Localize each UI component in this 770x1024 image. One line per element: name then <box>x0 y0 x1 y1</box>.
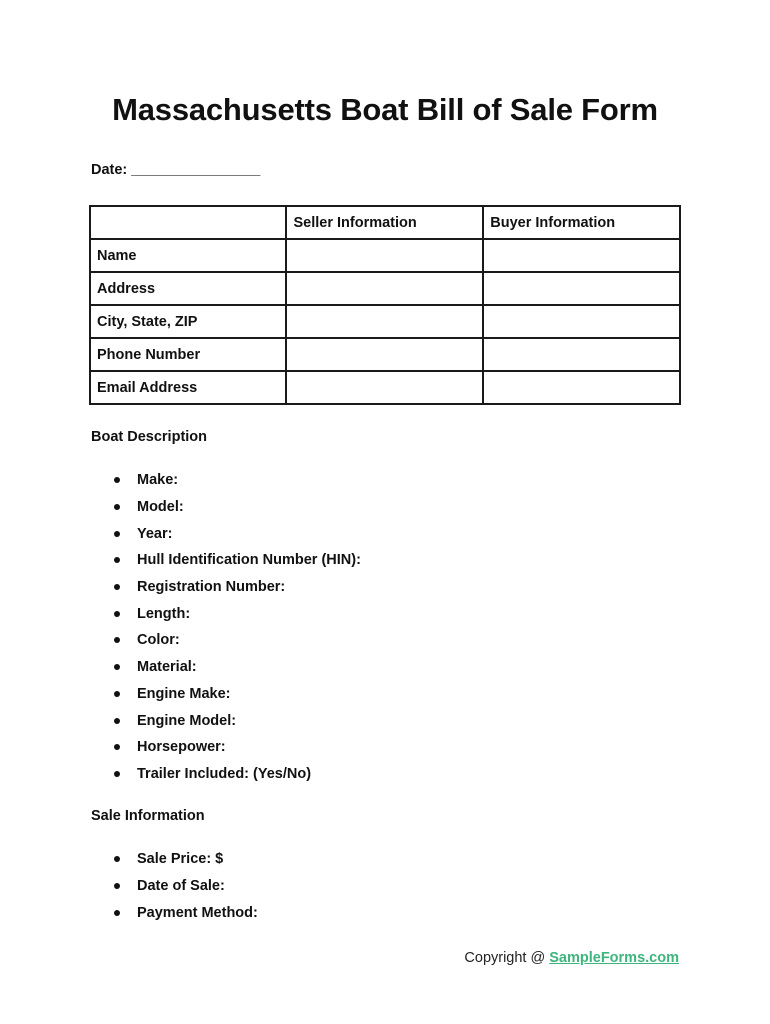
list-item <box>112 707 361 734</box>
bullet-icon <box>114 744 120 750</box>
list-item <box>112 681 361 708</box>
list-item-label: Registration Number: <box>137 579 286 596</box>
seller-phone-cell <box>286 338 483 371</box>
bullet-icon <box>114 557 120 563</box>
bullet-icon <box>114 504 120 510</box>
table-row <box>90 239 680 272</box>
boat-description-list <box>112 467 361 787</box>
list-item-label: Sale Price: $ <box>137 851 224 868</box>
table-row <box>90 272 680 305</box>
table-row <box>90 371 680 404</box>
table-row <box>90 305 680 338</box>
bullet-icon <box>114 691 120 697</box>
bullet-icon <box>114 611 120 617</box>
page-title: Massachusetts Boat Bill of Sale Form <box>112 92 658 127</box>
buyer-phone-cell <box>483 338 680 371</box>
list-item-label: Date of Sale: <box>137 878 225 895</box>
bullet-icon <box>114 883 120 889</box>
list-item-label: Model: <box>137 499 184 516</box>
bullet-icon <box>114 856 120 862</box>
list-item-label: Trailer Included: (Yes/No) <box>137 765 312 782</box>
seller-city-state-zip-cell <box>286 305 483 338</box>
bullet-icon <box>114 910 120 916</box>
buyer-address-cell <box>483 272 680 305</box>
list-item <box>112 520 361 547</box>
row-label-city-state-zip: City, State, ZIP <box>90 305 286 338</box>
seller-address-cell <box>286 272 483 305</box>
seller-email-cell <box>286 371 483 404</box>
buyer-information-header: Buyer Information <box>483 206 680 239</box>
sale-information-heading: Sale Information <box>91 808 205 824</box>
table-row <box>90 338 680 371</box>
row-label-address: Address <box>90 272 286 305</box>
list-item-label: Length: <box>137 605 191 622</box>
bullet-icon <box>114 584 120 590</box>
list-item <box>112 654 361 681</box>
bullet-icon <box>114 477 120 483</box>
list-item-label: Engine Make: <box>137 685 231 702</box>
list-item-label: Payment Method: <box>137 904 258 921</box>
list-item-label: Engine Model: <box>137 712 237 729</box>
row-label-phone-number: Phone Number <box>90 338 286 371</box>
bullet-icon <box>114 664 120 670</box>
row-label-email-address: Email Address <box>90 371 286 404</box>
list-item <box>112 761 361 788</box>
bullet-icon <box>114 637 120 643</box>
buyer-name-cell <box>483 239 680 272</box>
party-info-table <box>89 205 681 405</box>
list-item-label: Make: <box>137 472 179 489</box>
list-item <box>112 547 361 574</box>
row-label-name: Name <box>90 239 286 272</box>
list-item <box>112 574 361 601</box>
list-item <box>112 600 361 627</box>
list-item-label: Color: <box>137 632 180 649</box>
copyright-footer <box>464 950 679 966</box>
table-header-blank <box>90 206 286 239</box>
list-item-label: Horsepower: <box>137 739 226 756</box>
bullet-icon <box>114 718 120 724</box>
list-item <box>112 873 258 900</box>
list-item <box>112 627 361 654</box>
list-item-label: Material: <box>137 659 197 676</box>
list-item <box>112 734 361 761</box>
buyer-city-state-zip-cell <box>483 305 680 338</box>
bullet-icon <box>114 531 120 537</box>
table-header-row <box>90 206 680 239</box>
sampleforms-link[interactable]: SampleForms.com <box>549 950 679 966</box>
list-item-label: Year: <box>137 525 173 542</box>
bullet-icon <box>114 771 120 777</box>
list-item-label: Hull Identification Number (HIN): <box>137 552 361 569</box>
buyer-email-cell <box>483 371 680 404</box>
sale-information-list <box>112 846 258 926</box>
list-item <box>112 846 258 873</box>
date-field: Date: ________________ <box>91 162 261 178</box>
list-item <box>112 899 258 926</box>
seller-information-header: Seller Information <box>286 206 483 239</box>
list-item <box>112 467 361 494</box>
boat-description-heading: Boat Description <box>91 429 208 445</box>
seller-name-cell <box>286 239 483 272</box>
list-item <box>112 494 361 521</box>
copyright-prefix: Copyright @ <box>464 950 550 966</box>
